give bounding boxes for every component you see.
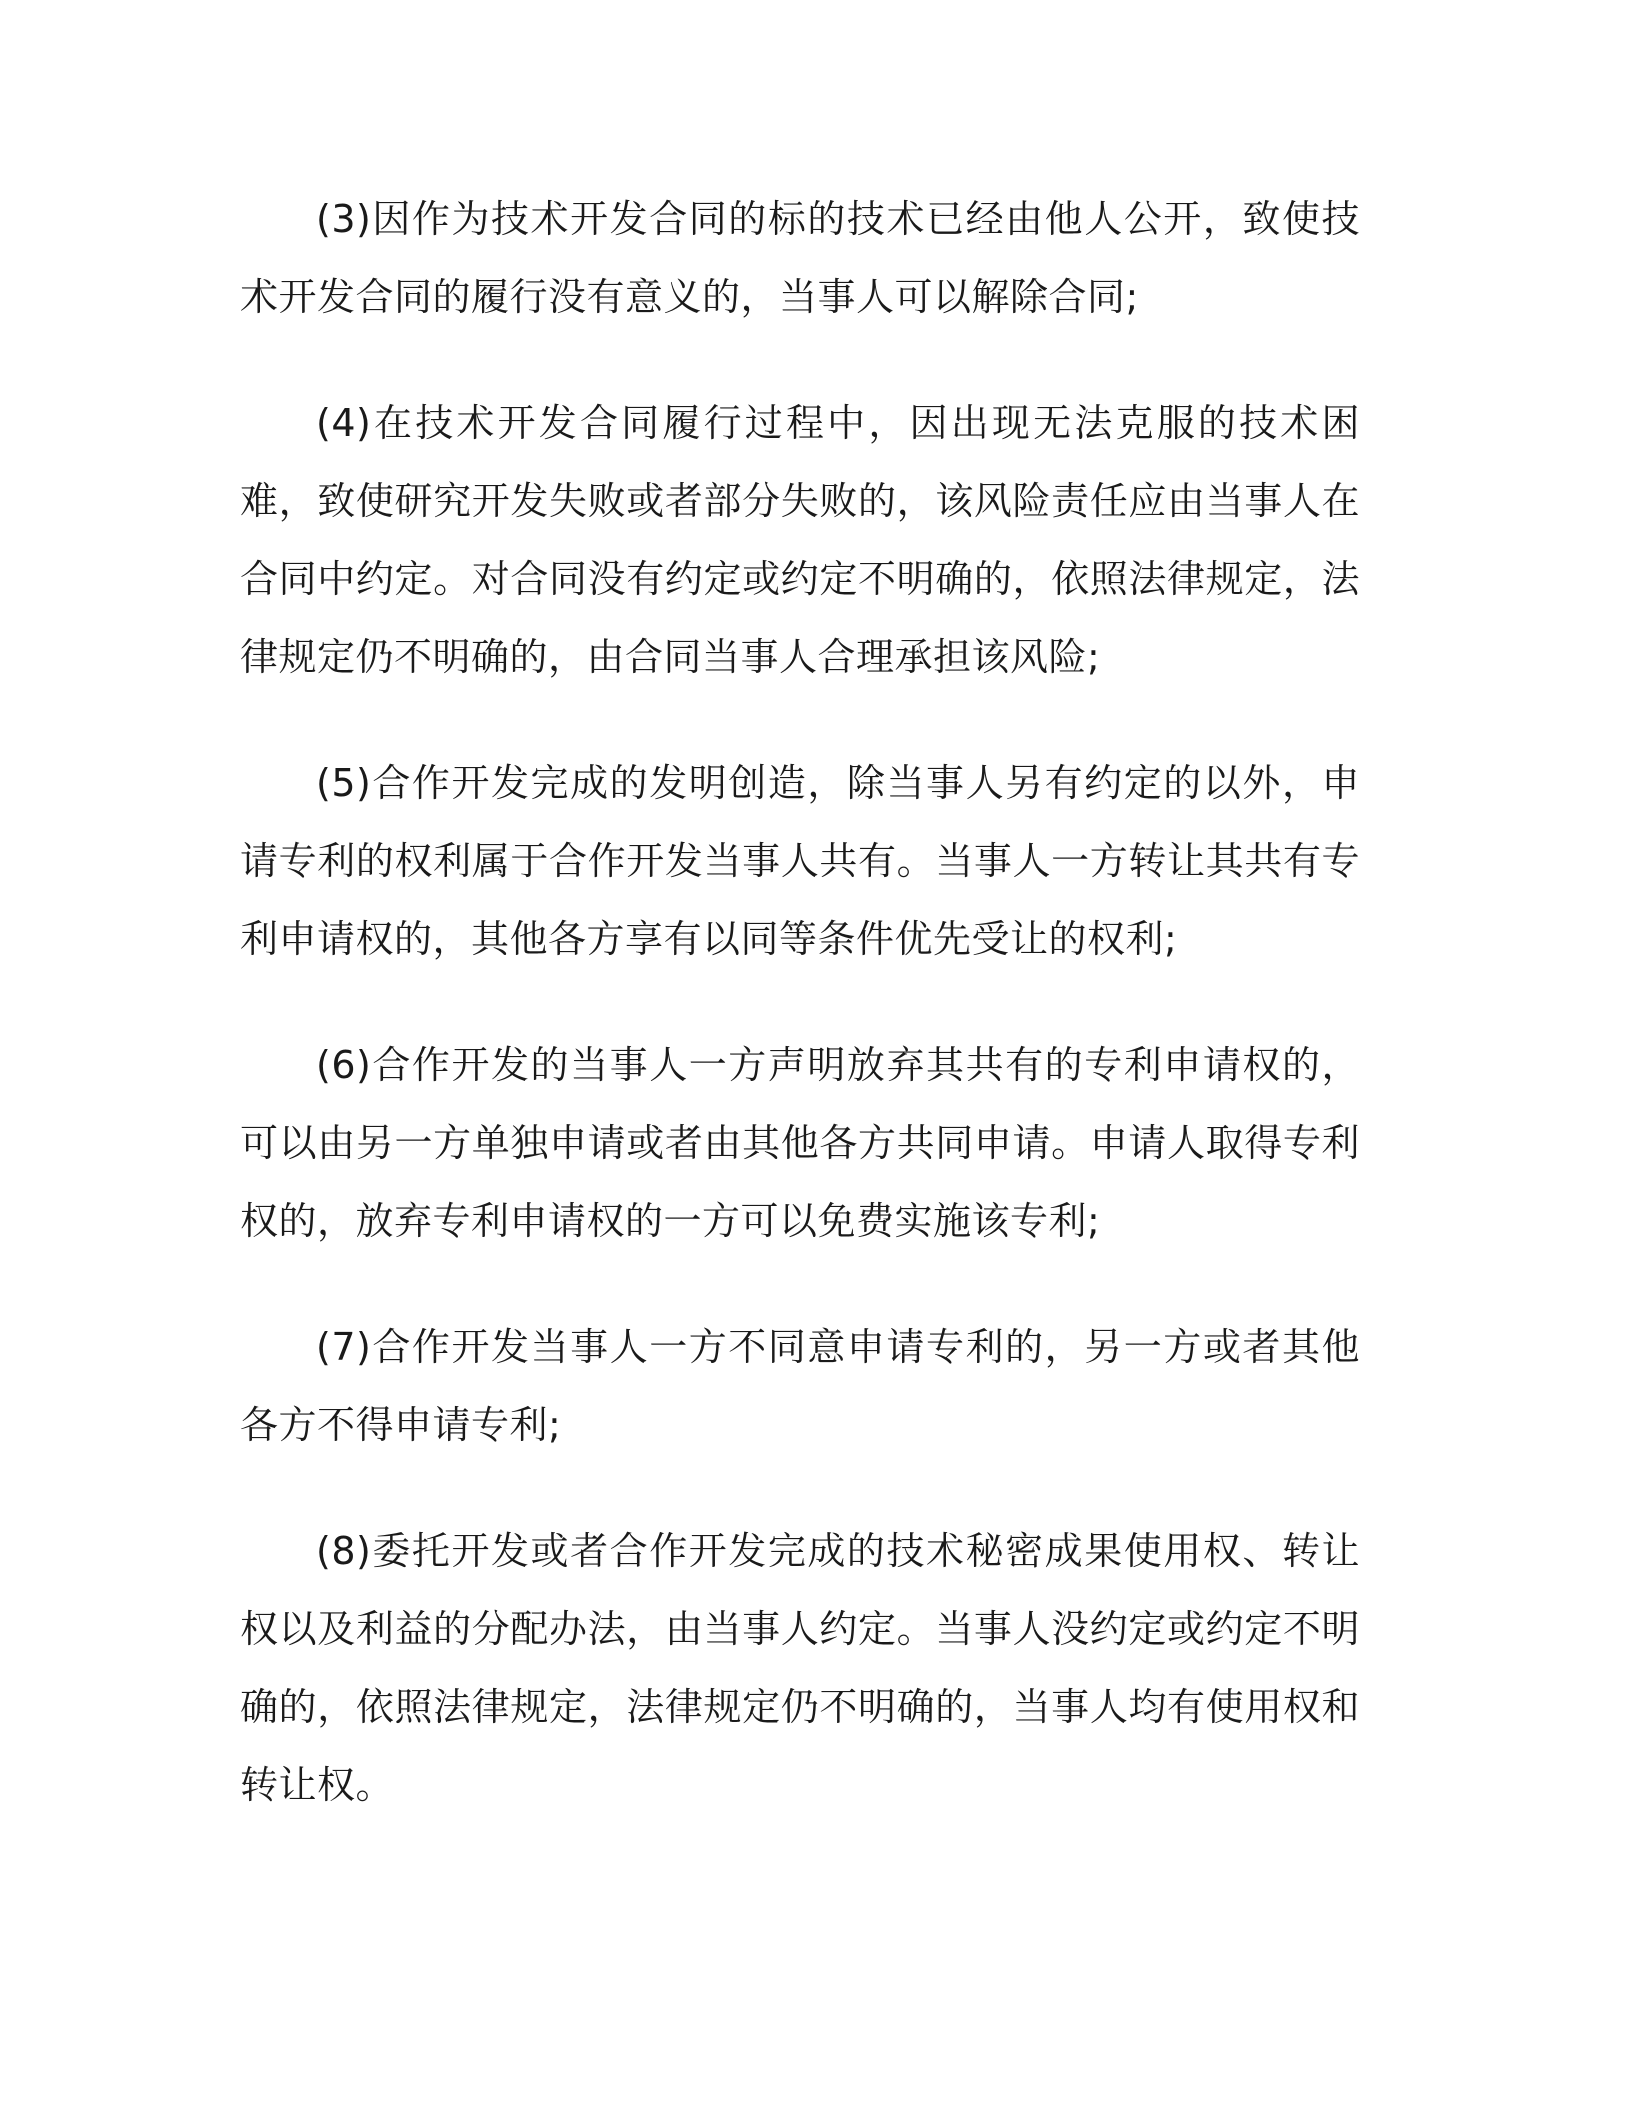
paragraph-5: (5)合作开发完成的发明创造，除当事人另有约定的以外，申请专利的权利属于合作开发当事人共有。当事人一方转让其共有专利申请权的，其他各方享有以同等条件优先受让的权利;	[240, 761, 1360, 961]
document-body	[240, 180, 1360, 1872]
paragraph-6: (6)合作开发的当事人一方声明放弃其共有的专利申请权的，可以由另一方单独申请或者由其他各方共同申请。申请人取得专利权的，放弃专利申请权的一方可以免费实施该专利;	[240, 1043, 1360, 1243]
paragraph-8: (8)委托开发或者合作开发完成的技术秘密成果使用权、转让权以及利益的分配办法，由当事人约定。当事人没约定或约定不明确的，依照法律规定，法律规定仍不明确的，当事人均有使用权和转让权。	[240, 1529, 1360, 1807]
paragraph-7: (7)合作开发当事人一方不同意申请专利的，另一方或者其他各方不得申请专利;	[240, 1325, 1360, 1447]
paragraph-4: (4)在技术开发合同履行过程中，因出现无法克服的技术困难，致使研究开发失败或者部分失败的，该风险责任应由当事人在合同中约定。对合同没有约定或约定不明确的，依照法律规定，法律规定仍不明确的，由合同当事人合理承担该风险;	[240, 401, 1360, 679]
paragraph-3: (3)因作为技术开发合同的标的技术已经由他人公开，致使技术开发合同的履行没有意义的，当事人可以解除合同;	[240, 197, 1360, 319]
